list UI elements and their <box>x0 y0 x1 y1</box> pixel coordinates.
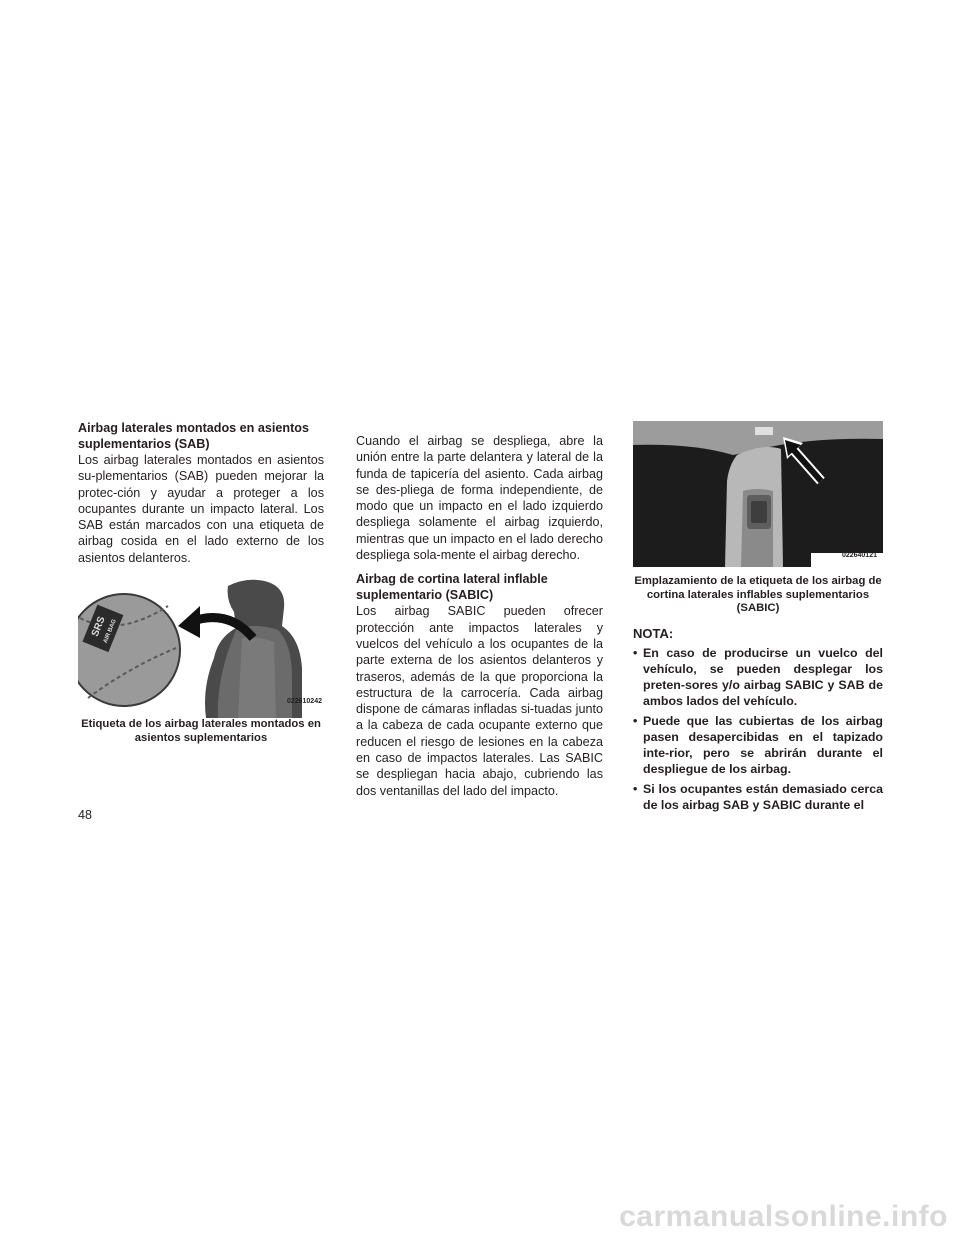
srs-label-text: SRS <box>89 615 108 639</box>
airbag-label-text: AIR BAG <box>102 618 118 645</box>
watermark: carmanualsonline.info <box>619 1200 948 1233</box>
figure-code: 022610242 <box>286 697 322 705</box>
pillar-illustration <box>633 421 883 567</box>
figure-caption: Emplazamiento de la etiqueta de los airbag de cortina laterales inflables suplementarios (SABIC) <box>634 575 882 614</box>
figure-code: 022640121 <box>841 551 877 559</box>
figure-caption: Etiqueta de los airbag laterales montados en asientos suplementarios <box>81 718 321 744</box>
note-title: NOTA: <box>633 625 674 641</box>
deployment-paragraph: Cuando el airbag se despliega, abre la unión entre la parte delantera y lateral de la funda de tapicería del asiento. Cada airbag se des-pliega de forma independiente, de modo que un impacto en el lado izquierdo despliega solamente el airbag izquierdo, mientras que un impacto en el lado derecho despliega sola-mente el airbag derecho. <box>356 434 603 563</box>
list-item: • Si los ocupantes están demasiado cerca de los airbag SAB y SABIC durante el <box>633 781 883 812</box>
note-list <box>633 645 883 813</box>
figure-seat-label <box>78 578 324 718</box>
sabic-paragraph: Los airbag SABIC pueden ofrecer protección ante impactos laterales y vuelcos del vehículo a los ocupantes de la parte externa de los asientos delanteros y traseros, además de la que proporciona la estructura de la carrocería. Cada airbag dispone de cámaras infladas si-tuadas junto a la cabeza de cada ocupante externo que reducen el riesgo de lesiones en la cabeza en caso de impactos laterales. Las SABIC se despliegan hacia abajo, cubriendo las dos ventanillas del lado del impacto. <box>356 604 603 798</box>
column-left <box>78 420 324 745</box>
page-number: 48 <box>78 808 93 822</box>
section-heading-sabic: Airbag de cortina lateral inflable suplementario (SABIC) <box>356 572 548 603</box>
figure-pillar-label <box>633 421 883 567</box>
column-right <box>633 421 883 817</box>
list-item: • Puede que las cubiertas de los airbag pasen desapercibidas en el tapizado inte-rior, pero se abrirán durante el despliegue de los airbag. <box>633 713 883 776</box>
sab-paragraph: Los airbag laterales montados en asientos su-plementarios (SAB) pueden mejorar la protec-ción y ayudar a proteger a los ocupantes durante un impacto lateral. Los SAB están marcados con una etiqueta de airbag cosida en el lado externo de los asientos delanteros. <box>78 453 324 565</box>
section-heading-sab: Airbag laterales montados en asientos suplementarios (SAB) <box>78 421 309 451</box>
column-middle <box>356 433 603 799</box>
list-item: • En caso de producirse un vuelco del vehículo, se pueden desplegar los preten-sores y/o airbag SABIC y SAB de ambos lados del vehículo. <box>633 645 883 708</box>
